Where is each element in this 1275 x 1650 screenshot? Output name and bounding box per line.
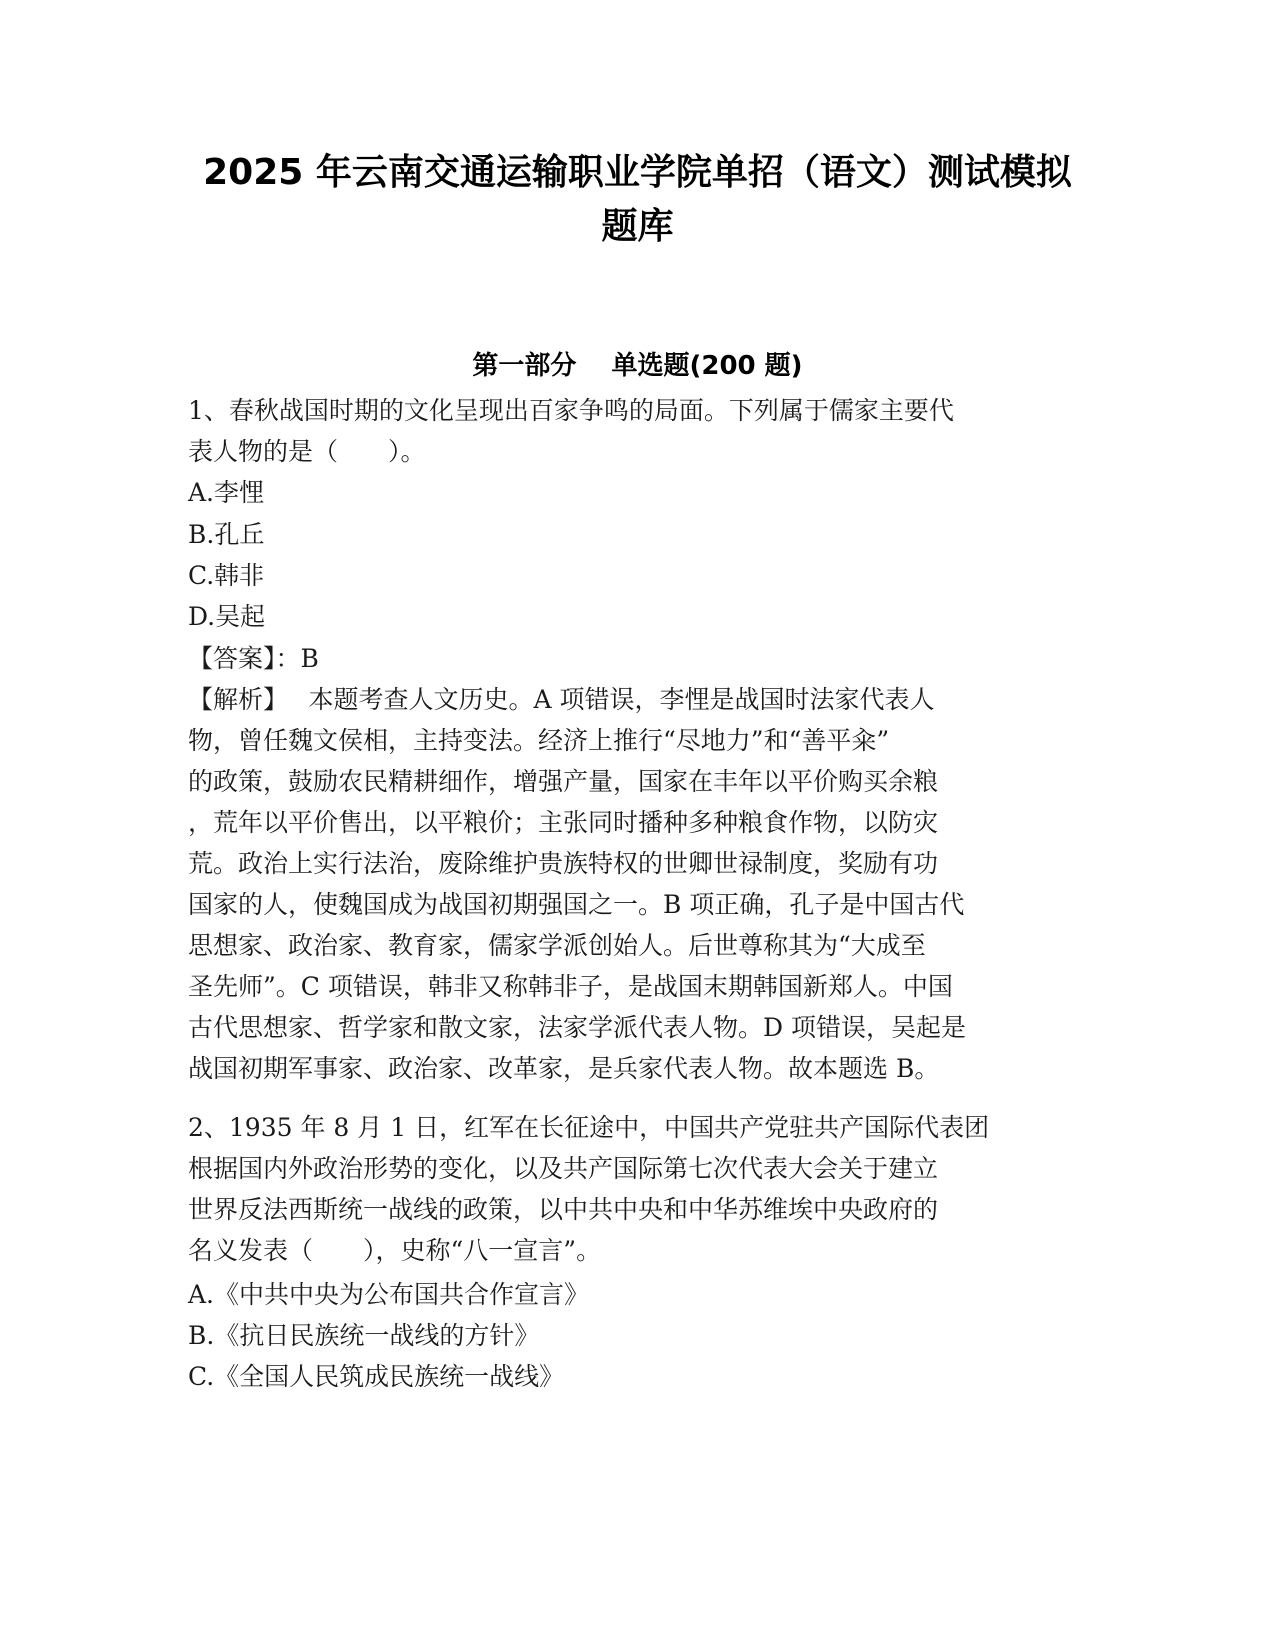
question-2-stem-line: 世界反法西斯统一战线的政策，以中共中央和中华苏维埃中央政府的 xyxy=(188,1195,939,1224)
question-1-option-c: C.韩非 xyxy=(188,561,265,590)
question-1-option-d: D.吴起 xyxy=(188,602,266,631)
question-1-answer: 【答案】：B xyxy=(188,644,319,673)
question-2-stem-line: 名义发表（ ），史称“八一宣言”。 xyxy=(188,1236,602,1265)
question-2-option-b: B.《抗日民族统一战线的方针》 xyxy=(188,1321,540,1350)
question-1-analysis-line: 的政策，鼓励农民精耕细作，增强产量，国家在丰年以平价购买余粮 xyxy=(188,767,939,796)
question-1-analysis-line: 古代思想家、哲学家和散文家，法家学派代表人物。D 项错误，吴起是 xyxy=(188,1013,966,1042)
question-2-stem-line: 2、1935 年 8 月 1 日，红军在长征途中，中国共产党驻共产国际代表团 xyxy=(188,1113,990,1142)
question-1-option-b: B.孔丘 xyxy=(188,520,265,549)
question-1-stem-line: 表人物的是（ ）。 xyxy=(188,437,426,466)
question-2-stem-line: 根据国内外政治形势的变化，以及共产国际第七次代表大会关于建立 xyxy=(188,1154,939,1183)
question-2-option-c: C.《全国人民筑成民族统一战线》 xyxy=(188,1362,565,1391)
question-1-analysis-line: 战国初期军事家、政治家、改革家，是兵家代表人物。故本题选 B。 xyxy=(188,1054,940,1083)
title-line-1: 2025 年云南交通运输职业学院单招（语文）测试模拟 xyxy=(203,152,1072,193)
question-1-analysis-line: 荒。政治上实行法治，废除维护贵族特权的世卿世禄制度，奖励有功 xyxy=(188,849,939,878)
section-heading: 第一部分 单选题(200 题) xyxy=(472,351,803,381)
question-1-analysis-line: 【解析】 本题考查人文历史。A 项错误，李悝是战国时法家代表人 xyxy=(188,685,935,714)
question-1-option-a: A.李悝 xyxy=(188,478,265,507)
title-line-2: 题库 xyxy=(601,206,674,247)
question-1-analysis-line: 思想家、政治家、教育家，儒家学派创始人。后世尊称其为“大成至 xyxy=(188,931,926,960)
question-1-analysis-line: 圣先师”。C 项错误，韩非又称韩非子，是战国末期韩国新郑人。中国 xyxy=(188,972,953,1001)
question-1-analysis-line: 物，曾任魏文侯相，主持变法。经济上推行“尽地力”和“善平籴” xyxy=(188,726,890,755)
question-1-analysis-line: ，荒年以平价售出，以平粮价；主张同时播种多种粮食作物，以防灾 xyxy=(188,808,939,837)
question-1-stem-line: 1、春秋战国时期的文化呈现出百家争鸣的局面。下列属于儒家主要代 xyxy=(188,396,954,425)
document-title xyxy=(150,146,1125,254)
question-2-option-a: A.《中共中央为公布国共合作宣言》 xyxy=(188,1280,590,1309)
question-1-analysis-line: 国家的人，使魏国成为战国初期强国之一。B 项正确，孔子是中国古代 xyxy=(188,890,965,919)
